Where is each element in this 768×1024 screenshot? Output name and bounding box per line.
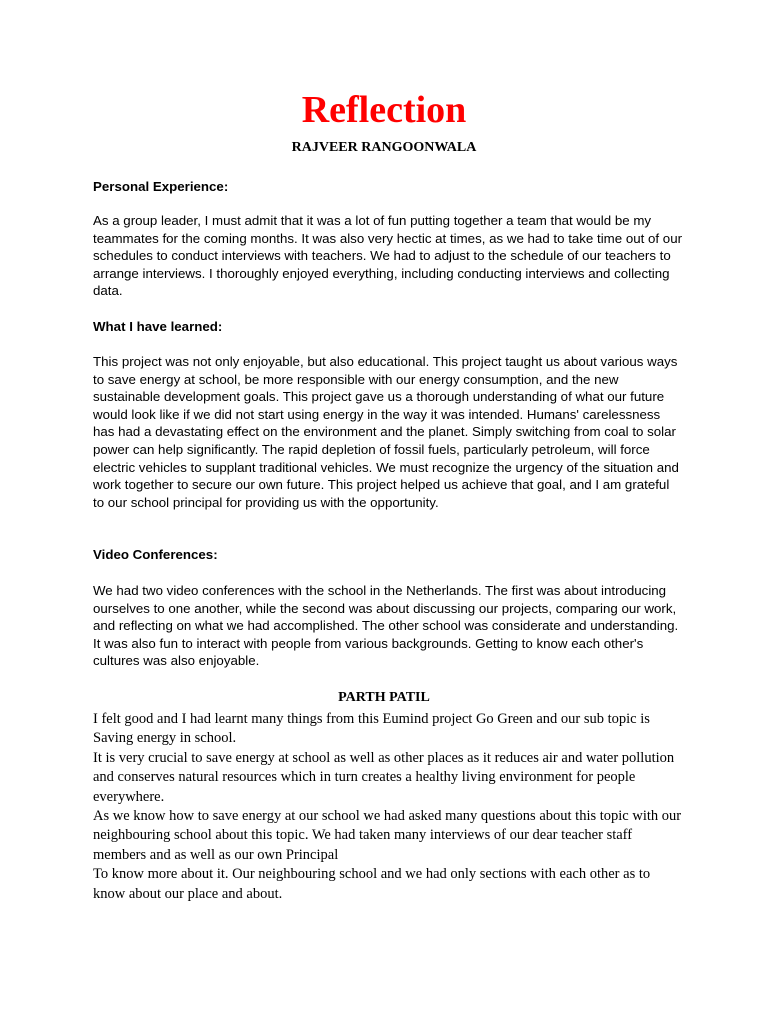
document-title: Reflection: [301, 89, 467, 131]
parth-paragraph: To know more about it. Our neighbouring school and we had only sections with each other as to know about our place and about.: [93, 866, 651, 902]
paragraph-video-conferences: We had two video conferences with the school in the Netherlands. The first was about introducing ourselves to one another, while the second was about discussing our projects, comparing our work, and reflecting on what we had accomplished. The other school was considerate and understanding. It was also fun to interact with people from various backgrounds. Getting to know each other's cultures was also enjoyable.: [93, 583, 679, 669]
paragraph-what-i-have-learned: This project was not only enjoyable, but also educational. This project taught us about various ways to save energy at school, be more responsible with our energy consumption, and the new sustainable development goals. This project gave us a thorough understanding of what our future would look like if we did not start using energy in the way it was intended. Humans' carelessness has had a devastating effect on the environment and the planet. Simply switching from coal to solar power can help significantly. The rapid depletion of fossil fuels, particularly petroleum, will force electric vehicles to supplant traditional vehicles. We must recognize the urgency of the situation and work together to secure our own future. This project helped us achieve that goal, and I am grateful to our school principal for providing us with the opportunity.: [93, 354, 679, 510]
heading-what-i-have-learned: What I have learned:: [93, 319, 223, 334]
heading-video-conferences: Video Conferences:: [93, 547, 218, 562]
author-name-rajveer: RAJVEER RANGOONWALA: [291, 140, 477, 155]
parth-reflection-body: [93, 710, 683, 904]
paragraph-personal-experience: As a group leader, I must admit that it was a lot of fun putting together a team that would be my teammates for the coming months. It was also very hectic at times, as we had to take time out of our schedules to conduct interviews with teachers. We had to adjust to the schedule of our teachers to arrange interviews. I thoroughly enjoyed everything, including conducting interviews and collecting data.: [93, 213, 683, 299]
author-name-parth: PARTH PATIL: [338, 690, 430, 705]
parth-paragraph: I felt good and I had learnt many things from this Eumind project Go Green and our sub topic is Saving energy in school.: [93, 711, 650, 747]
parth-paragraph: As we know how to save energy at our school we had asked many questions about this topic with our neighbouring school about this topic. We had taken many interviews of our dear teacher staff members and as well as our own Principal: [93, 808, 682, 863]
parth-paragraph: It is very crucial to save energy at school as well as other places as it reduces air and water pollution and conserves natural resources which in turn creates a healthy living environment for people everywhere.: [93, 749, 675, 805]
heading-personal-experience: Personal Experience:: [93, 179, 229, 194]
